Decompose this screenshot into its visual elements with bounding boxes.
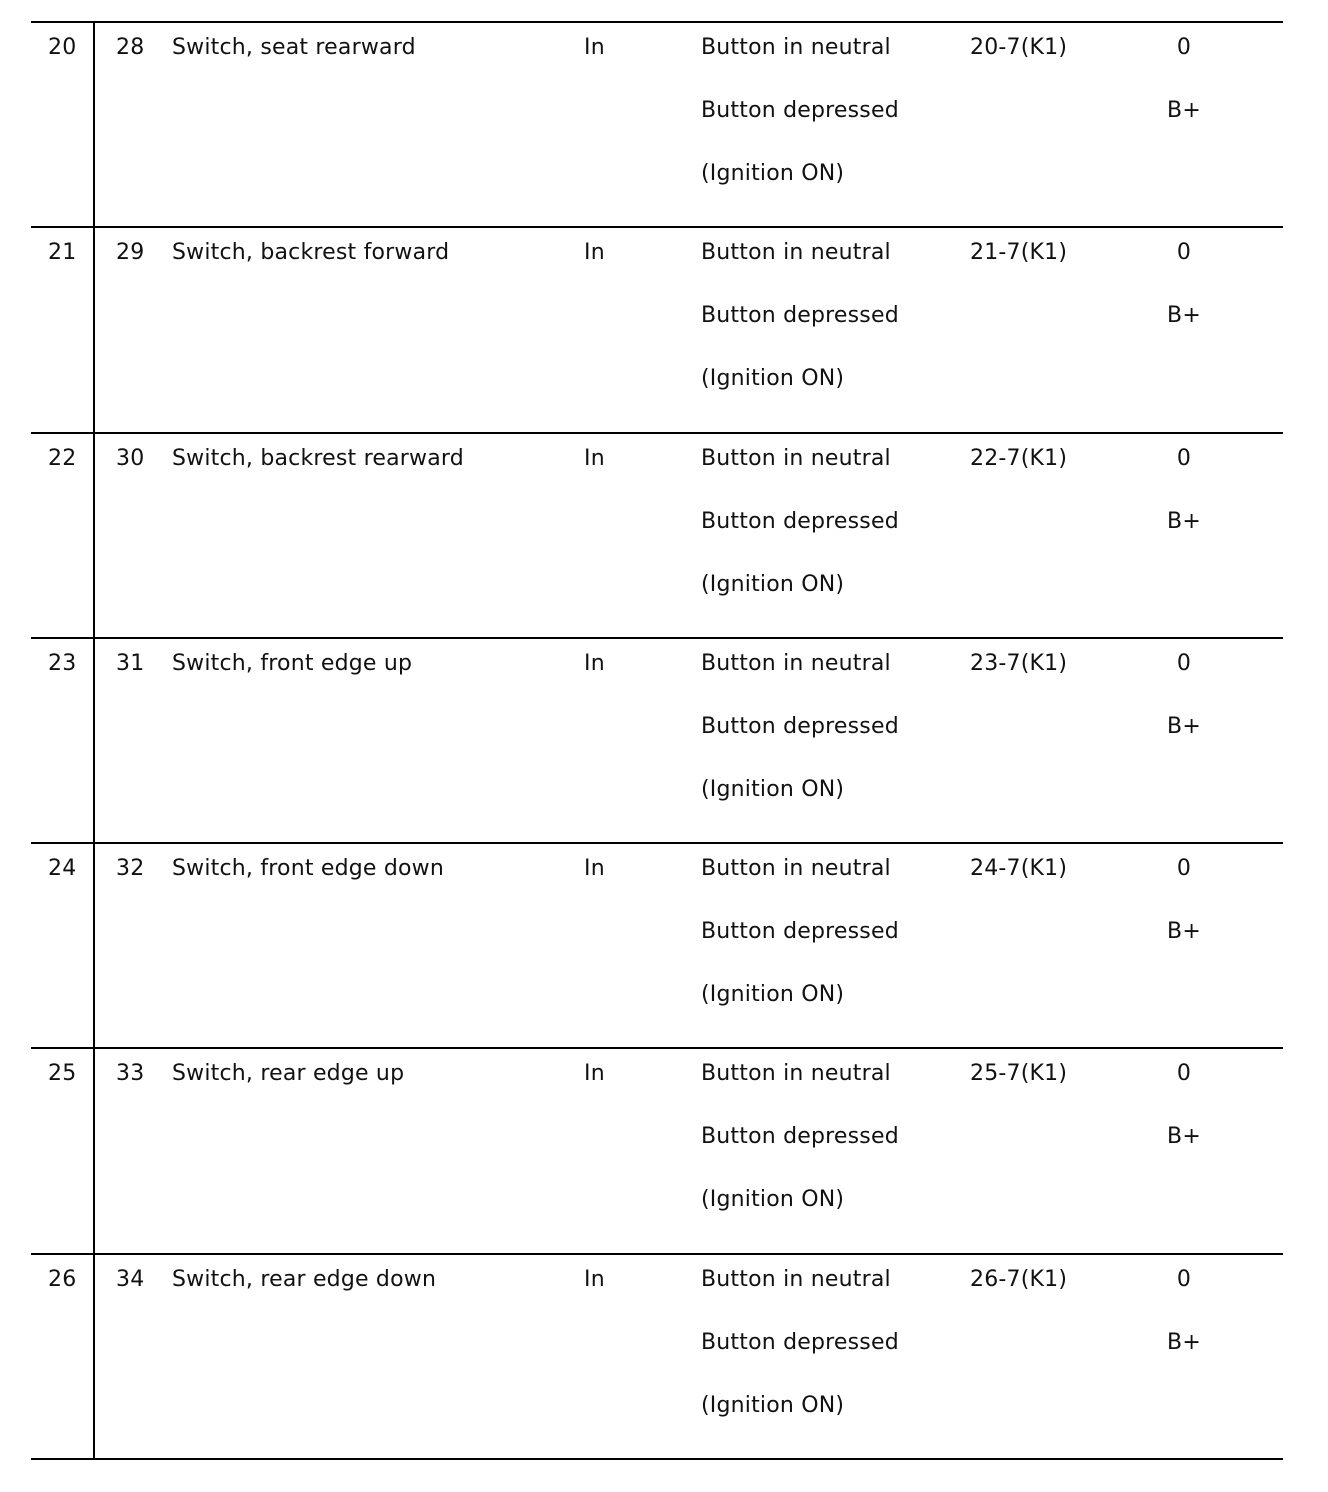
condition-ignition: (Ignition ON) (701, 776, 845, 802)
condition-ignition: (Ignition ON) (701, 1392, 845, 1418)
condition-neutral: Button in neutral (701, 1266, 891, 1292)
condition-depressed: Button depressed (701, 919, 899, 945)
pin-number: 29 (116, 240, 145, 266)
condition-depressed: Button depressed (701, 713, 899, 739)
connector-pin-table (31, 21, 1283, 1460)
column-divider (93, 639, 95, 842)
condition-depressed: Button depressed (701, 98, 899, 123)
pin-description: Switch, seat rearward (172, 35, 416, 60)
condition-neutral: Button in neutral (701, 856, 891, 882)
column-divider (93, 1049, 95, 1252)
condition-ignition: (Ignition ON) (701, 1187, 845, 1213)
measurement-points: 26-7(K1) (970, 1266, 1068, 1292)
measurement-points: 25-7(K1) (970, 1061, 1068, 1087)
pin-number: 34 (116, 1266, 145, 1292)
condition-depressed: Button depressed (701, 1329, 899, 1355)
condition-ignition: (Ignition ON) (701, 571, 845, 597)
condition-depressed: Button depressed (701, 1124, 899, 1150)
table-row: 26 34 Switch, rear edge down In Button in neutral Button depressed (Ignition ON) 26-7(K1) 0 B+ (31, 1253, 1283, 1460)
pin-description: Switch, backrest rearward (172, 445, 464, 471)
condition-ignition: (Ignition ON) (701, 366, 845, 392)
signal-direction: In (584, 445, 605, 471)
pin-number: 28 (116, 35, 145, 60)
condition-depressed: Button depressed (701, 508, 899, 534)
column-divider (93, 844, 95, 1047)
column-divider (93, 23, 95, 226)
pin-number: 31 (116, 650, 145, 676)
condition-neutral: Button in neutral (701, 445, 891, 471)
table-row: 22 30 Switch, backrest rearward In Button in neutral Button depressed (Ignition ON) 22-7(K1) 0 B+ (31, 432, 1283, 637)
condition-ignition: (Ignition ON) (701, 982, 845, 1008)
row-index: 21 (48, 240, 77, 266)
condition-neutral: Button in neutral (701, 1061, 891, 1087)
row-index: 20 (48, 35, 77, 60)
pin-description: Switch, rear edge down (172, 1266, 437, 1292)
row-index: 26 (48, 1266, 77, 1292)
pin-description: Switch, front edge down (172, 856, 445, 882)
condition-neutral: Button in neutral (701, 240, 891, 266)
signal-direction: In (584, 35, 605, 60)
measurement-points: 21-7(K1) (970, 240, 1068, 266)
table-row: 23 31 Switch, front edge up In Button in neutral Button depressed (Ignition ON) 23-7(K1) 0 B+ (31, 637, 1283, 842)
row-index: 25 (48, 1061, 77, 1087)
signal-direction: In (584, 240, 605, 266)
row-index: 23 (48, 650, 77, 676)
row-index: 24 (48, 856, 77, 882)
pin-number: 30 (116, 445, 145, 471)
table-row: 25 33 Switch, rear edge up In Button in neutral Button depressed (Ignition ON) 25-7(K1) 0 B+ (31, 1047, 1283, 1252)
measurement-points: 22-7(K1) (970, 445, 1068, 471)
table-row: 20 28 Switch, seat rearward In Button in neutral Button depressed (Ignition ON) 20-7(K1) 0 B+ (31, 21, 1283, 226)
signal-direction: In (584, 1266, 605, 1292)
pin-description: Switch, backrest forward (172, 240, 450, 266)
column-divider (93, 228, 95, 431)
signal-direction: In (584, 650, 605, 676)
condition-neutral: Button in neutral (701, 35, 891, 60)
pin-description: Switch, front edge up (172, 650, 413, 676)
measurement-points: 24-7(K1) (970, 856, 1068, 882)
condition-ignition: (Ignition ON) (701, 161, 845, 186)
row-index: 22 (48, 445, 77, 471)
pin-number: 32 (116, 856, 145, 882)
measurement-points: 20-7(K1) (970, 35, 1068, 60)
signal-direction: In (584, 856, 605, 882)
condition-depressed: Button depressed (701, 303, 899, 329)
condition-neutral: Button in neutral (701, 650, 891, 676)
pin-number: 33 (116, 1061, 145, 1087)
signal-direction: In (584, 1061, 605, 1087)
pin-description: Switch, rear edge up (172, 1061, 405, 1087)
table-row: 24 32 Switch, front edge down In Button in neutral Button depressed (Ignition ON) 24-7(K1) 0 B+ (31, 842, 1283, 1047)
measurement-points: 23-7(K1) (970, 650, 1068, 676)
column-divider (93, 434, 95, 637)
column-divider (93, 1255, 95, 1458)
table-row: 21 29 Switch, backrest forward In Button in neutral Button depressed (Ignition ON) 21-7(K1) 0 B+ (31, 226, 1283, 431)
